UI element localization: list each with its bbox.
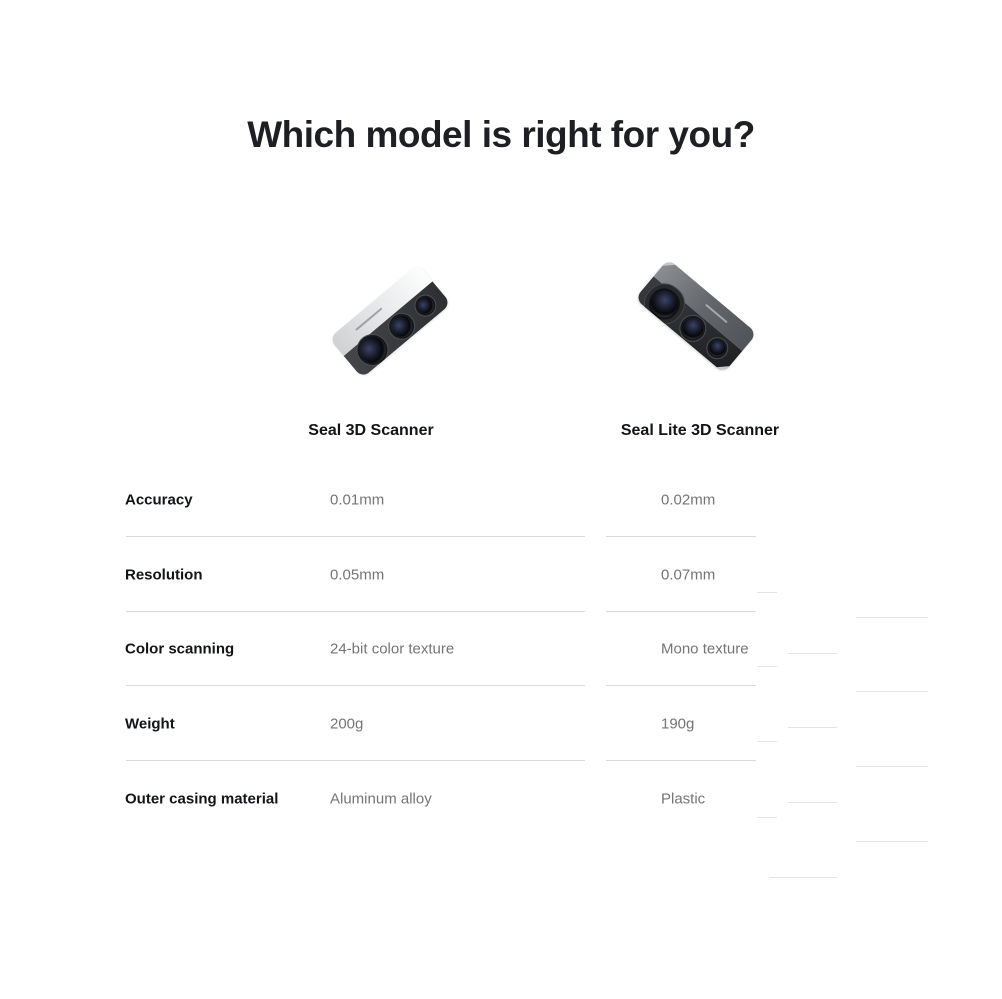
camera-lens-icon — [414, 295, 437, 318]
seal-value: Aluminum alloy — [330, 790, 432, 807]
row-label: Resolution — [125, 566, 203, 583]
table-row-weight — [0, 686, 1002, 761]
row-label: Color scanning — [125, 640, 235, 658]
seal-scanner-image — [328, 262, 452, 380]
seal-lite-value: 0.07mm — [661, 566, 716, 583]
ghost-line — [757, 666, 777, 667]
row-label: Weight — [125, 715, 175, 732]
row-label: Outer casing material — [125, 790, 279, 807]
ghost-line — [856, 617, 928, 618]
ghost-line — [856, 766, 928, 767]
ghost-line — [856, 691, 928, 692]
ghost-line — [757, 817, 777, 818]
seal-value: 200g — [330, 715, 364, 732]
table-row-resolution — [0, 537, 1002, 612]
seal-value: 0.05mm — [330, 566, 385, 583]
ghost-line — [757, 741, 777, 742]
row-label: Accuracy — [125, 491, 193, 508]
ghost-line — [856, 841, 928, 842]
table-row-outer-casing — [0, 761, 1002, 836]
seal-lite-value: Plastic — [661, 790, 706, 807]
seal-lite-value: Mono texture — [661, 640, 749, 658]
page-title: Which model is right for you? — [247, 114, 755, 155]
seal-lite-scanner-image — [634, 252, 758, 380]
seal-scanner-body — [329, 264, 451, 378]
table-row-color-scanning — [0, 612, 1002, 686]
ghost-line — [757, 592, 777, 593]
product-name-seal: Seal 3D Scanner — [308, 422, 434, 439]
seal-lite-value: 190g — [661, 715, 695, 732]
table-row-accuracy — [0, 462, 1002, 537]
ghost-line — [788, 653, 837, 654]
ghost-line — [769, 877, 837, 878]
camera-lens-icon — [706, 337, 729, 360]
seal-value: 0.01mm — [330, 491, 385, 508]
seal-value: 24-bit color texture — [330, 640, 455, 658]
product-name-seal-lite: Seal Lite 3D Scanner — [620, 422, 780, 439]
camera-lens-icon — [678, 313, 708, 343]
seal-lite-value: 0.02mm — [661, 491, 716, 508]
ghost-line — [788, 802, 837, 803]
seal-lite-scanner-body — [635, 259, 757, 373]
ghost-line — [788, 727, 837, 728]
camera-lens-icon — [386, 312, 416, 342]
